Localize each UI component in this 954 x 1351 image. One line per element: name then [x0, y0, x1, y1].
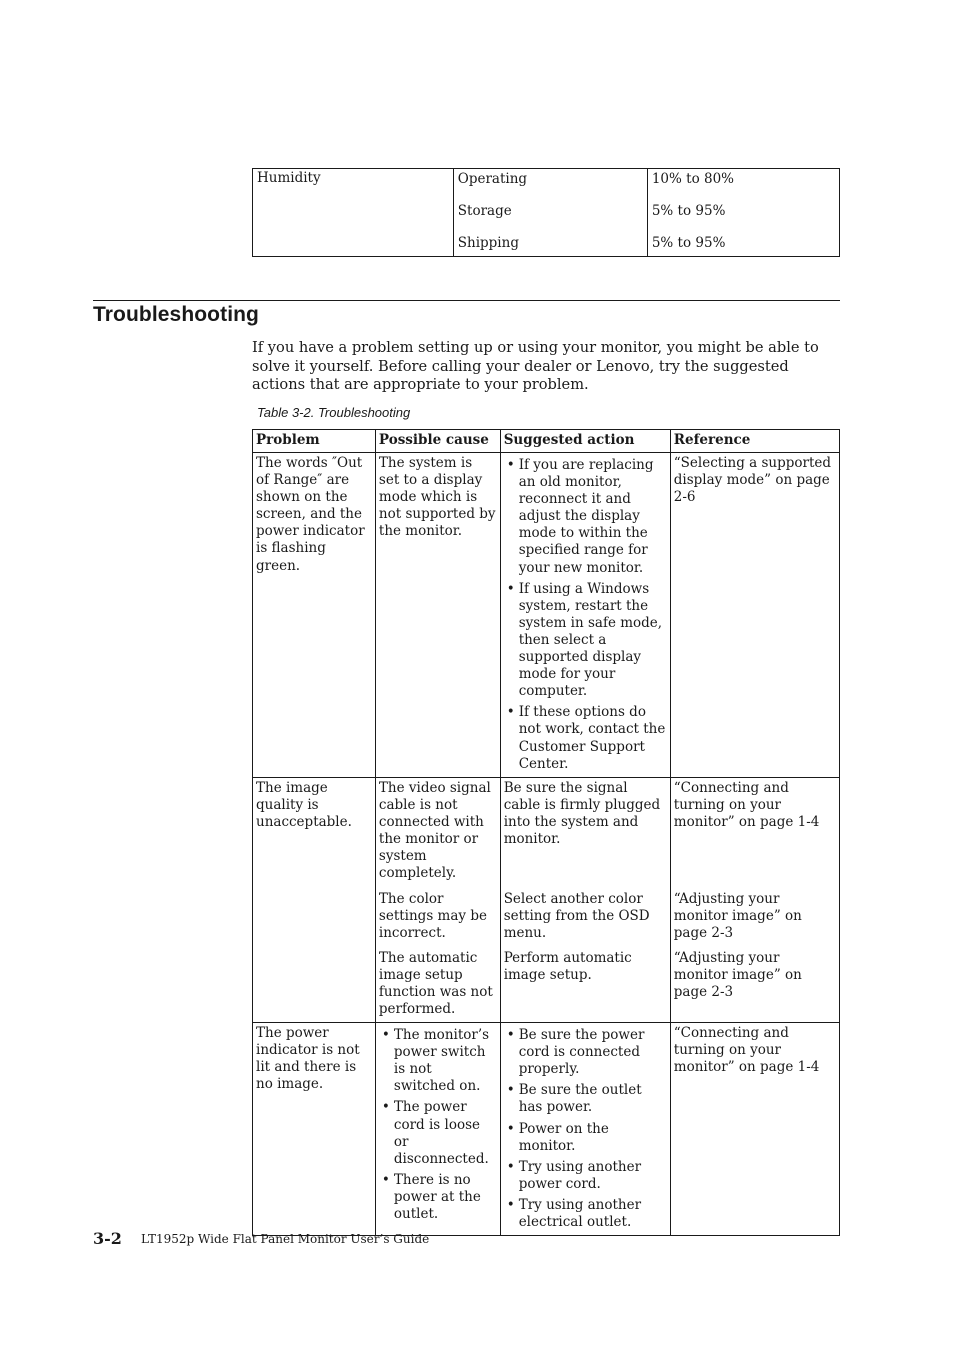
humidity-range: 5% to 95% [651, 203, 726, 219]
troubleshooting-table [252, 429, 840, 1236]
reference-cell [670, 777, 839, 1022]
intro-paragraph: If you have a problem setting up or using your monitor, you might be able to solve it yourself. Before calling your dealer or Lenovo, try the suggested actions that are appropriate to your problem. [252, 339, 819, 393]
action-list [504, 453, 667, 773]
list-item: • Be sure the power cord is connected properly. [504, 1027, 667, 1078]
action-segment: Select another color setting from the OSD menu. [503, 890, 650, 941]
header-reference: Reference [670, 430, 839, 453]
list-item: • The power cord is loose or disconnected. [379, 1099, 497, 1167]
reference-cell: “Connecting and turning on your monitor” on page 1-4 [670, 1023, 839, 1236]
humidity-label: Humidity [253, 169, 454, 257]
action-cell [500, 453, 670, 778]
humidity-condition: Operating [457, 171, 528, 187]
action-cell [500, 777, 670, 1022]
cause-cell [375, 777, 500, 1022]
problem-cell: The image quality is unacceptable. [253, 777, 376, 1022]
humidity-conditions [453, 169, 647, 257]
humidity-range: 5% to 95% [651, 235, 726, 251]
humidity-range: 10% to 80% [651, 171, 734, 187]
reference-segment: “Adjusting your monitor image” on page 2-3 [673, 949, 802, 1000]
humidity-row [253, 169, 840, 257]
page-number: 3-2 [93, 1229, 122, 1248]
list-item: • If you are replacing an old monitor, reconnect it and adjust the display mode to within the specified range for your new monitor. [504, 457, 667, 577]
table-row [253, 453, 840, 778]
reference-cell: “Selecting a supported display mode” on page 2-6 [670, 453, 839, 778]
action-segment: Be sure the signal cable is firmly plugged into the system and monitor. [503, 779, 661, 847]
footer-doc-title: LT1952p Wide Flat Panel Monitor User’s Guide [141, 1232, 430, 1246]
humidity-condition: Storage [457, 203, 512, 219]
reference-segment: “Connecting and turning on your monitor” on page 1-4 [673, 779, 820, 830]
problem-cell: The power indicator is not lit and there is no image. [253, 1023, 376, 1236]
reference-segment: “Adjusting your monitor image” on page 2-3 [673, 890, 802, 941]
problem-cell: The words ″Out of Range″ are shown on the screen, and the power indicator is flashing green. [253, 453, 376, 778]
cause-cell [375, 1023, 500, 1236]
cause-segment: The video signal cable is not connected with the monitor or system completely. [378, 779, 491, 882]
humidity-ranges [647, 169, 839, 257]
table-header-row [253, 430, 840, 453]
action-list [504, 1023, 667, 1231]
list-item: • Try using another electrical outlet. [504, 1197, 667, 1231]
action-cell [500, 1023, 670, 1236]
table-caption: Table 3-2. Troubleshooting [257, 405, 411, 420]
list-item: • If these options do not work, contact the Customer Support Center. [504, 704, 667, 772]
cause-cell: The system is set to a display mode which is not supported by the monitor. [375, 453, 500, 778]
humidity-condition: Shipping [457, 235, 519, 251]
header-possible-cause: Possible cause [375, 430, 500, 453]
humidity-table [252, 168, 840, 257]
section-title: Troubleshooting [93, 303, 259, 326]
cause-list [379, 1023, 497, 1223]
list-item: • There is no power at the outlet. [379, 1172, 497, 1223]
list-item: • If using a Windows system, restart the system in safe mode, then select a supported display mode for your computer. [504, 581, 667, 701]
section-divider [93, 300, 840, 301]
list-item: • The monitor’s power switch is not switched on. [379, 1027, 497, 1095]
header-suggested-action: Suggested action [500, 430, 670, 453]
action-segment: Perform automatic image setup. [503, 949, 632, 983]
list-item: • Try using another power cord. [504, 1159, 667, 1193]
table-row [253, 1023, 840, 1236]
list-item: • Be sure the outlet has power. [504, 1082, 667, 1116]
header-problem: Problem [253, 430, 376, 453]
list-item: • Power on the monitor. [504, 1121, 667, 1155]
cause-segment: The color settings may be incorrect. [378, 890, 487, 941]
cause-segment: The automatic image setup function was not performed. [378, 949, 493, 1017]
table-row [253, 777, 840, 1022]
